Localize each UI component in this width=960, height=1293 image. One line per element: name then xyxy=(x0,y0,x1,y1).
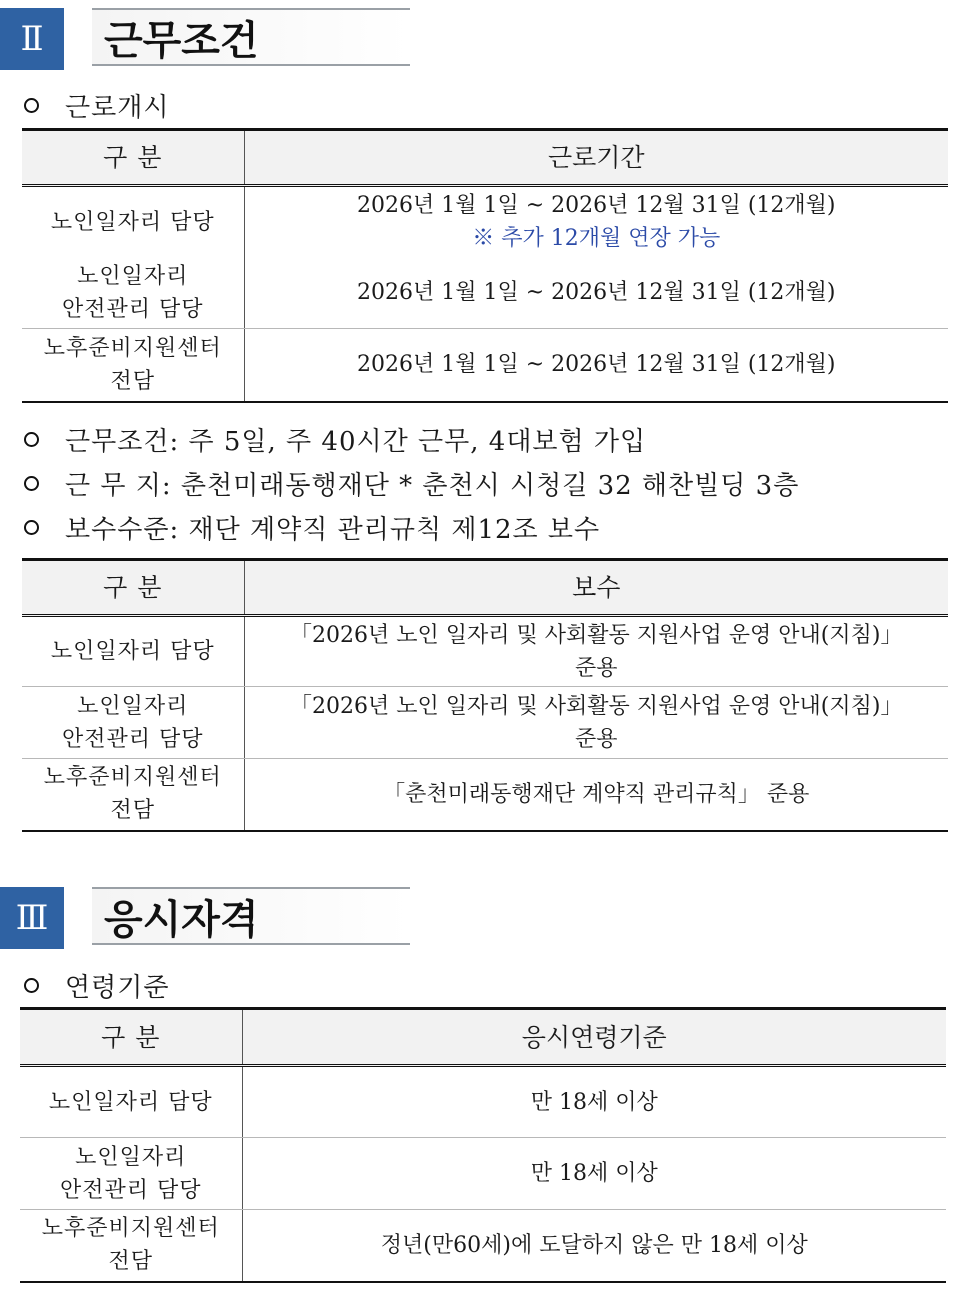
row-value: 「2026년 노인 일자리 및 사회활동 지원사업 운영 안내(지침)」 준용 xyxy=(244,616,948,687)
circle-bullet-icon xyxy=(24,98,39,113)
row-value: 만 18세 이상 xyxy=(242,1138,946,1210)
pay-table xyxy=(22,558,948,832)
row-value: 2026년 1월 1일 ~ 2026년 12월 31일 (12개월) xyxy=(244,258,948,329)
row-label: 노후준비지원센터 전담 xyxy=(22,759,244,831)
row-value: 「춘천미래동행재단 계약직 관리규칙」 준용 xyxy=(244,759,948,831)
row-value: 2026년 1월 1일 ~ 2026년 12월 31일 (12개월) ※ 추가 12개월 연장 가능 xyxy=(244,186,948,258)
header-age: 응시연령기준 xyxy=(242,1009,946,1066)
section-title: 응시자격 xyxy=(92,887,410,945)
row-label: 노후준비지원센터 전담 xyxy=(22,329,244,402)
table-row xyxy=(20,1138,946,1210)
row-label: 노후준비지원센터 전담 xyxy=(20,1210,242,1282)
row-label: 노인일자리 담당 xyxy=(22,186,244,258)
bullet-work-conditions: 근무조건: 주 5일, 주 40시간 근무, 4대보험 가입 xyxy=(24,420,646,458)
header-category: 구 분 xyxy=(22,130,244,186)
header-pay: 보수 xyxy=(244,560,948,616)
table-header-row xyxy=(22,130,948,186)
table-row xyxy=(20,1210,946,1282)
circle-bullet-icon xyxy=(24,520,39,535)
row-value: 「2026년 노인 일자리 및 사회활동 지원사업 운영 안내(지침)」 준용 xyxy=(244,687,948,759)
circle-bullet-icon xyxy=(24,978,39,993)
table-row xyxy=(22,329,948,402)
table-header-row xyxy=(22,560,948,616)
bullet-work-location: 근 무 지: 춘천미래동행재단 * 춘천시 시청길 32 해찬빌딩 3층 xyxy=(24,464,799,502)
work-period-table xyxy=(22,128,948,403)
row-label: 노인일자리 안전관리 담당 xyxy=(22,258,244,329)
circle-bullet-icon xyxy=(24,476,39,491)
header-category: 구 분 xyxy=(22,560,244,616)
table-row xyxy=(22,687,948,759)
row-label: 노인일자리 담당 xyxy=(22,616,244,687)
section-number: Ⅲ xyxy=(0,887,64,949)
age-table xyxy=(20,1007,946,1283)
table-row xyxy=(22,186,948,258)
table-row xyxy=(22,759,948,831)
row-label: 노인일자리 안전관리 담당 xyxy=(22,687,244,759)
section-title: 근무조건 xyxy=(92,8,410,66)
table-row xyxy=(22,258,948,329)
circle-bullet-icon xyxy=(24,432,39,447)
table-row xyxy=(22,616,948,687)
row-label: 노인일자리 안전관리 담당 xyxy=(20,1138,242,1210)
header-period: 근로기간 xyxy=(244,130,948,186)
bullet-pay-level: 보수수준: 재단 계약직 관리규칙 제12조 보수 xyxy=(24,508,600,546)
section-number: Ⅱ xyxy=(0,8,64,70)
section-2-header xyxy=(0,8,412,70)
bullet-age-criteria: 연령기준 xyxy=(24,966,169,1004)
header-category: 구 분 xyxy=(20,1009,242,1066)
section-3-header xyxy=(0,887,412,949)
row-value: 2026년 1월 1일 ~ 2026년 12월 31일 (12개월) xyxy=(244,329,948,402)
extension-note: ※ 추가 12개월 연장 가능 xyxy=(472,226,721,252)
table-row xyxy=(20,1066,946,1138)
row-value: 만 18세 이상 xyxy=(242,1066,946,1138)
row-label: 노인일자리 담당 xyxy=(20,1066,242,1138)
row-value: 정년(만60세)에 도달하지 않은 만 18세 이상 xyxy=(242,1210,946,1282)
bullet-work-start: 근로개시 xyxy=(24,86,169,124)
table-header-row xyxy=(20,1009,946,1066)
